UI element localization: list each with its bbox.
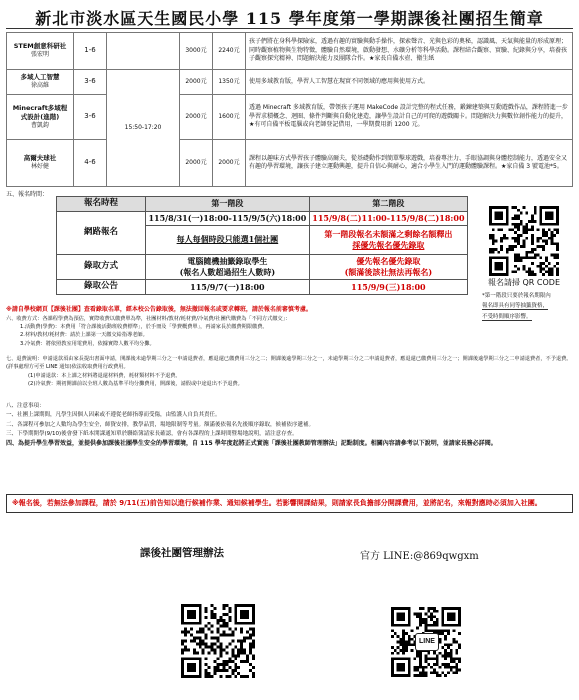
course-name-cell [7,140,74,187]
stage1-admission-line-1: 電腦隨機抽籤錄取學生 [187,256,268,267]
row-label: 錄取方式 [57,255,146,280]
cancellation-notice: ※報名後，若無法參加課程，請於 9/11(五)前告知以進行候補作業、通知候補學生。若影響開課結果，則請家長負擔部分開課費用，並將記名，來報對應時必須加入社團。 [6,494,573,513]
table-row [57,211,468,225]
qr-note-line-2: 報名即具有同等抽籤資格， [482,303,549,310]
stage2-admission-cell [309,255,467,280]
course-grade: 1-6 [74,33,107,70]
registration-table [56,196,468,295]
course-description: 使用多域教育版，學習人工智慧在現實不同領域的應用與使用方式。 [246,70,573,95]
stage2-admission-line-2: (額滿後該社無法再報名) [344,267,433,278]
course-description: 孩子們將在身科學探險家，透過有趣的實驗與動手操作，探索聲音、光與色彩的奧秘，認識風、天氣與能量的形成原理；同時觀察植物與生物特徵，體驗自然環境，啟動發想、水礦分析等科學活動。課程結合觀察、實驗、紀錄與分享，培養孩子觀察探究精神、問題解決能力及團隊合作。★家長自備水壺、衛生紙 [246,33,573,70]
table-row [57,197,468,212]
course-material-fee: 2000元 [213,140,246,187]
stage1-admission-cell [146,255,310,280]
attention-note: 四、為提升學生學習效益，並提供參加課後社團學生安全的學習環境，自 115 學年度起將正式實施「課後社團教師管理辦法」記點制度。相關內容請參考以下說明，並請家長務必詳閱。 [6,440,497,448]
admission-notice: ※請自學校網頁【課後社團】查看錄取名單，經本校公告錄取後，無法撤回報名或要求轉班，請於報名前審慎考慮。 [6,306,312,313]
course-time-blank [107,33,180,70]
table-row [57,255,468,280]
refund-note: (2)冷氣費：期初開課前以全班人數為基準平均分攤費用，開課後，請假或中途退出不予退費。 [28,380,243,387]
line-account-title: 官方 LINE:@869qwgxm [360,551,479,562]
attention-note: 二、各課程可參加之人數均為學生安全，師資安排，教學品質，場地限制等考量。額滿後依報名先後順序錄取，候補依序遞補。 [6,421,315,428]
course-teacher: 曹凱鈞 [30,121,49,129]
header-cell: 報名時程 [57,197,146,212]
registration-qr-block [482,206,566,322]
course-name-cell [7,70,74,95]
fee-note: 2.材料/教材/耗材費：請於上課第一天繳交給指導老師。 [20,332,148,339]
table-row [7,33,573,70]
stage2-online-note-1: 第一階段報名未額滿之剩餘名額釋出 [324,228,453,239]
fee-note: 3.冷氣費：將依照教室用電費用，依據實際人數平均分攤。 [20,340,155,347]
management-rules-title: 課後社團管理辦法 [140,547,224,559]
line-logo-text: LINE [419,638,435,645]
table-row [7,70,573,95]
stage2-online-date: 115/9/8(二)11:00-115/9/8(二)18:00 [309,211,467,225]
registration-qr-icon[interactable] [489,206,559,276]
header-cell: 第二階段 [309,197,467,212]
course-name-cell [7,95,74,140]
course-name: 高爾夫球社 [23,154,57,163]
course-material-fee: 2240元 [213,33,246,70]
attention-note: 一、社團上課期間，凡學生因個人因素或不遵從老師指導而受傷，由監護人自負其責任。 [6,412,221,419]
course-name: 多域人工智慧 [20,73,60,82]
stage1-online-note-cell [146,226,310,255]
stage2-online-note-cell [309,226,467,255]
course-description: 透過 Minecraft 多域教育版，帶領孩子運用 MakeCode 設計完整的程式任務，鍛鍊建築與互動遊戲作品，課程將進一步學習求積概念、迴圈、條件判斷與自動化建造，讓學生設計自己的可爬的遊戲關卡。問題解決力與數位創作能力的提升，★有可自備平板電腦或向老師登記借用，一學期費用新 1200 元。 [246,95,573,140]
row-label: 網路報名 [57,211,146,254]
stage1-online-date: 115/8/31(一)18:00-115/9/5(六)18:00 [146,211,310,225]
page-title: 新北市淡水區天生國民小學 115 學年度第一學期課後社團招生簡章 [35,9,544,28]
course-fee: 2000元 [180,95,213,140]
qr-note [482,291,566,322]
qr-note-line-1: *第一階段只要於報名期限內 [482,293,551,299]
refund-notes [6,355,573,388]
refund-note: 七、退費說明：申請退款須由家長提出書面申請，開課後未逾學期三分之一申請退費者，應退還已繳費用三分之二；開課後逾學期三分之一，未逾學期三分之二申請退費者，應退還已繳費用三分之一；開課後逾學期三分之二申請退費者，不予退費。(詳事處理方可至 LINE 通知)依法收取費用行政費用。 [6,356,572,371]
course-teacher: 林好健 [30,163,49,171]
stage2-online-note-2: 採優先報名優先錄取 [352,240,425,251]
stage2-admission-line-1: 優先報名優先錄取 [356,256,421,267]
course-table [6,32,573,187]
course-fee: 2000元 [180,140,213,187]
course-description: 課程以趣味方式學習孩子體驗高爾夫，從基礎動作到簡單擊球遊戲，培養專注力、手眼協調與身體控制能力，透過安全又有趣的學習環境，讓孩子建立運動興趣，提升自信心與耐心，適合小學生入門的運動體驗課程。★家自備 3 號電池*5。 [246,140,573,187]
management-rules-qr-icon[interactable] [181,604,255,678]
line-logo-badge [415,633,439,651]
course-teacher: 張宏明 [30,51,49,59]
course-name: STEM創意科研社 [13,42,67,51]
attention-note: 三、下學期開學(9/10)後會發下紙本開課通知單於聯絡簿請家長確認，會有各課程的上課時間暨場地說明，請注意存查。 [6,431,298,438]
stage1-admission-line-2: (報名人數超過招生人數時) [179,267,276,278]
fee-notes [6,305,476,348]
table-row [7,95,573,140]
course-fee: 2000元 [180,70,213,95]
course-name-cell [7,33,74,70]
course-name: Minecraft多域程式設計(進階) [12,103,68,121]
title-divider [6,28,573,29]
header-cell: 第一階段 [146,197,310,212]
attention-heading: 八、注意事項： [6,403,45,409]
fee-note: 1.活動費(學費)：本費用「符合課後活動班收費標準」，於手冊及「學費概費單」，再請家長於繳費期限繳費。 [20,323,268,330]
course-grade: 3-6 [74,95,107,140]
course-grade: 3-6 [74,70,107,95]
course-material-fee: 1600元 [213,95,246,140]
stage2-announce-date: 115/9/9(三)18:00 [309,280,467,295]
qr-caption: 報名請掃 QR CODE [487,278,561,287]
qr-note-line-3: 不受時間順序影響。 [482,313,532,320]
course-teacher: 徐高維 [30,82,49,90]
course-material-fee: 1350元 [213,70,246,95]
table-row [7,140,573,187]
stage1-announce-date: 115/9/7(一)18:00 [146,280,310,295]
row-label: 錄取公告 [57,280,146,295]
course-time: 15:50-17:20 [107,70,180,187]
attention-notes [6,402,573,450]
course-fee: 3000元 [180,33,213,70]
refund-note: (1)申請退款：本上課之材料將退還材料費，耗材類材料不予退費。 [28,372,181,379]
table-row [57,280,468,295]
fee-note: 六、收費方式：各課程學費為預估，實際收費以繳費單為準，社團材料/教材/耗材費/冷氣費/社團代購費為「不同方式繳交」： [6,315,291,322]
stage1-online-note: 每人每個時段只能選1個社團 [176,234,279,245]
registration-section-label: 五、報名時間： [6,191,49,198]
course-grade: 4-6 [74,140,107,187]
